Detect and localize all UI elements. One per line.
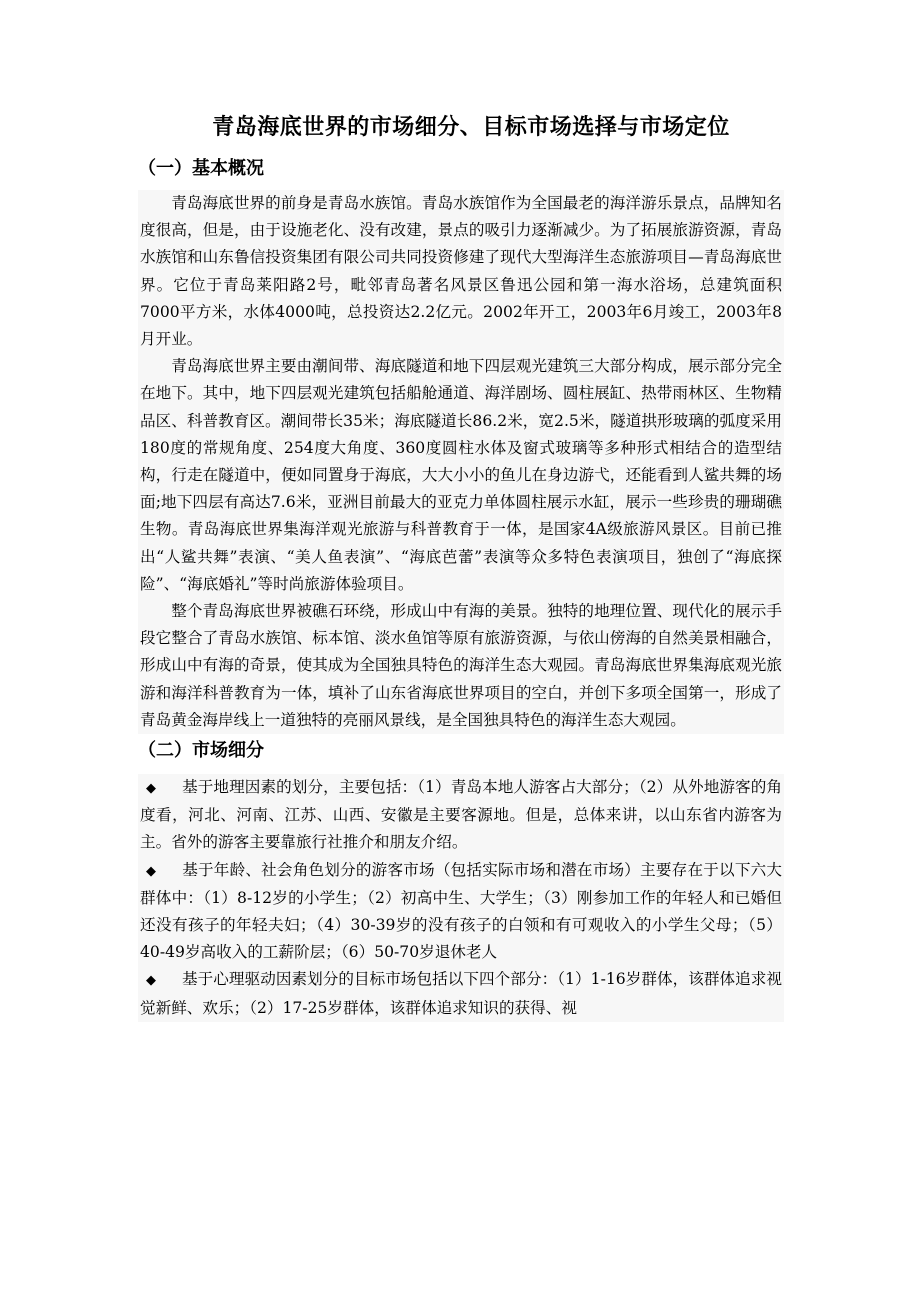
- diamond-bullet-icon: ◆: [146, 781, 156, 797]
- segmentation-bullet-geographic: [140, 774, 782, 857]
- overview-paragraph-2: 青岛海底世界主要由潮间带、海底隧道和地下四层观光建筑三大部分构成，展示部分完全在地下。其中，地下四层观光建筑包括船舱通道、海洋剧场、圆柱展缸、热带雨林区、生物精品区、科普教育区。潮间带长35米；海底隧道长86.2米，宽2.5米，隧道拱形玻璃的弧度采用180度的常规角度、254度大角度、360度圆柱水体及窗式玻璃等多种形式相结合的造型结构，行走在隧道中，便如同置身于海底，大大小小的鱼儿在身边游弋，还能看到人鲨共舞的场面;地下四层有高达7.6米，亚洲目前最大的亚克力单体圆柱展示水缸，展示一些珍贵的珊瑚礁生物。青岛海底世界集海洋观光旅游与科普教育于一体，是国家4A级旅游风景区。目前已推出“人鲨共舞”表演、“美人鱼表演”、“海底芭蕾”表演等众多特色表演项目，独创了“海底探险”、“海底婚礼”等时尚旅游体验项目。: [140, 357, 782, 593]
- segmentation-bullet-psychological: [140, 966, 782, 1021]
- bullet-text: 基于年龄、社会角色划分的游客市场（包括实际市场和潜在市场）主要存在于以下六大群体中：（1）8-12岁的小学生；（2）初高中生、大学生；（3）刚参加工作的年轻人和已婚但还没有孩子的年轻夫妇；（4）30-39岁的没有孩子的白领和有可观收入的小学生父母；（5）40-49岁高收入的工薪阶层；（6）50-70岁退休老人: [140, 860, 782, 962]
- section-heading-overview: （一）基本概况: [138, 158, 264, 179]
- bullet-text: 基于心理驱动因素划分的目标市场包括以下四个部分：（1）1-16岁群体，该群体追求视觉新鲜、欢乐；（2）17-25岁群体，该群体追求知识的获得、视: [140, 970, 782, 1017]
- segmentation-bullet-age: [140, 857, 782, 967]
- document-page: [138, 110, 784, 1022]
- overview-paragraph-3: 整个青岛海底世界被礁石环绕，形成山中有海的美景。独特的地理位置、现代化的展示手段它整合了青岛水族馆、标本馆、淡水鱼馆等原有旅游资源，与依山傍海的自然美景相融合，形成山中有海的奇景，使其成为全国独具特色的海洋生态大观园。青岛海底世界集海底观光旅游和海洋科普教育为一体，填补了山东省海底世界项目的空白，并创下多项全国第一，形成了青岛黄金海岸线上一道独特的亮丽风景线，是全国独具特色的海洋生态大观园。: [140, 602, 782, 729]
- bullet-text: 基于地理因素的划分，主要包括：（1）青岛本地人游客占大部分；（2）从外地游客的角度看，河北、河南、江苏、山西、安徽是主要客源地。但是，总体来讲，以山东省内游客为主。省外的游客主要靠旅行社推介和朋友介绍。: [140, 778, 782, 852]
- diamond-bullet-icon: ◆: [146, 863, 156, 879]
- overview-text-block: [138, 190, 784, 734]
- document-title: 青岛海底世界的市场细分、目标市场选择与市场定位: [212, 114, 730, 140]
- overview-paragraph-1: 青岛海底世界的前身是青岛水族馆。青岛水族馆作为全国最老的海洋游乐景点，品牌知名度很高，但是，由于设施老化、没有改建，景点的吸引力逐渐减少。为了拓展旅游资源，青岛水族馆和山东鲁信投资集团有限公司共同投资修建了现代大型海洋生态旅游项目—青岛海底世界。它位于青岛莱阳路2号，毗邻青岛著名风景区鲁迅公园和第一海水浴场，总建筑面积7000平方米，水体4000吨，总投资达2.2亿元。2002年开工，2003年6月竣工，2003年8月开业。: [140, 194, 782, 349]
- diamond-bullet-icon: ◆: [146, 973, 156, 989]
- segmentation-list: [138, 774, 784, 1022]
- section-heading-segmentation: （二）市场细分: [138, 740, 264, 762]
